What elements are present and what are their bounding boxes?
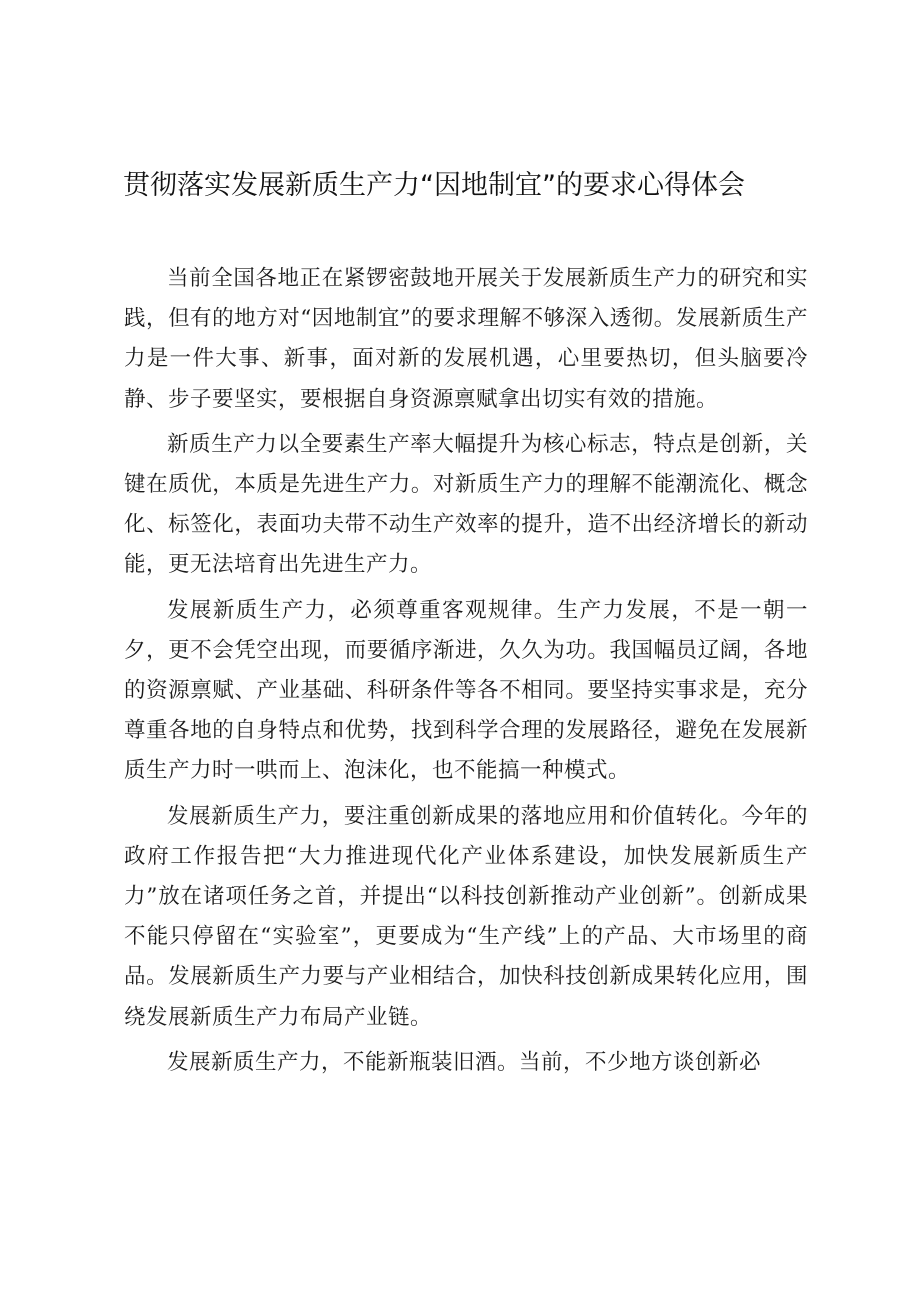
paragraph-4: 发展新质生产力，要注重创新成果的落地应用和价值转化。今年的政府工作报告把“大力推进现代化产业体系建设，加快发展新质生产力”放在诸项任务之首，并提出“以科技创新推动产业创新”。创新成果不能只停留在“实验室”，更要成为“生产线”上的产品、大市场里的商品。发展新质生产力要与产业相结合，加快科技创新成果转化应用，围绕发展新质生产力布局产业链。 [124, 803, 808, 1030]
paragraph-1: 当前全国各地正在紧锣密鼓地开展关于发展新质生产力的研究和实践，但有的地方对“因地制宜”的要求理解不够深入透彻。发展新质生产力是一件大事、新事，面对新的发展机遇，心里要热切，但头脑要冷静、步子要坚实，要根据自身资源禀赋拿出切实有效的措施。 [124, 266, 808, 412]
paragraph-5: 发展新质生产力，不能新瓶装旧酒。当前，不少地方谈创新必 [167, 1049, 762, 1075]
document-title: 贯彻落实发展新质生产力“因地制宜”的要求心得体会 [123, 170, 745, 201]
paragraph-3: 发展新质生产力，必须尊重客观规律。生产力发展，不是一朝一夕，更不会凭空出现，而要循序渐进，久久为功。我国幅员辽阔，各地的资源禀赋、产业基础、科研条件等各不相同。要坚持实事求是，充分尊重各地的自身特点和优势，找到科学合理的发展路径，避免在发展新质生产力时一哄而上、泡沫化，也不能搞一种模式。 [124, 597, 808, 784]
paragraph-2: 新质生产力以全要素生产率大幅提升为核心标志，特点是创新，关键在质优，本质是先进生产力。对新质生产力的理解不能潮流化、概念化、标签化，表面功夫带不动生产效率的提升，造不出经济增长的新动能，更无法培育出先进生产力。 [124, 431, 808, 578]
document-body [124, 259, 808, 1088]
